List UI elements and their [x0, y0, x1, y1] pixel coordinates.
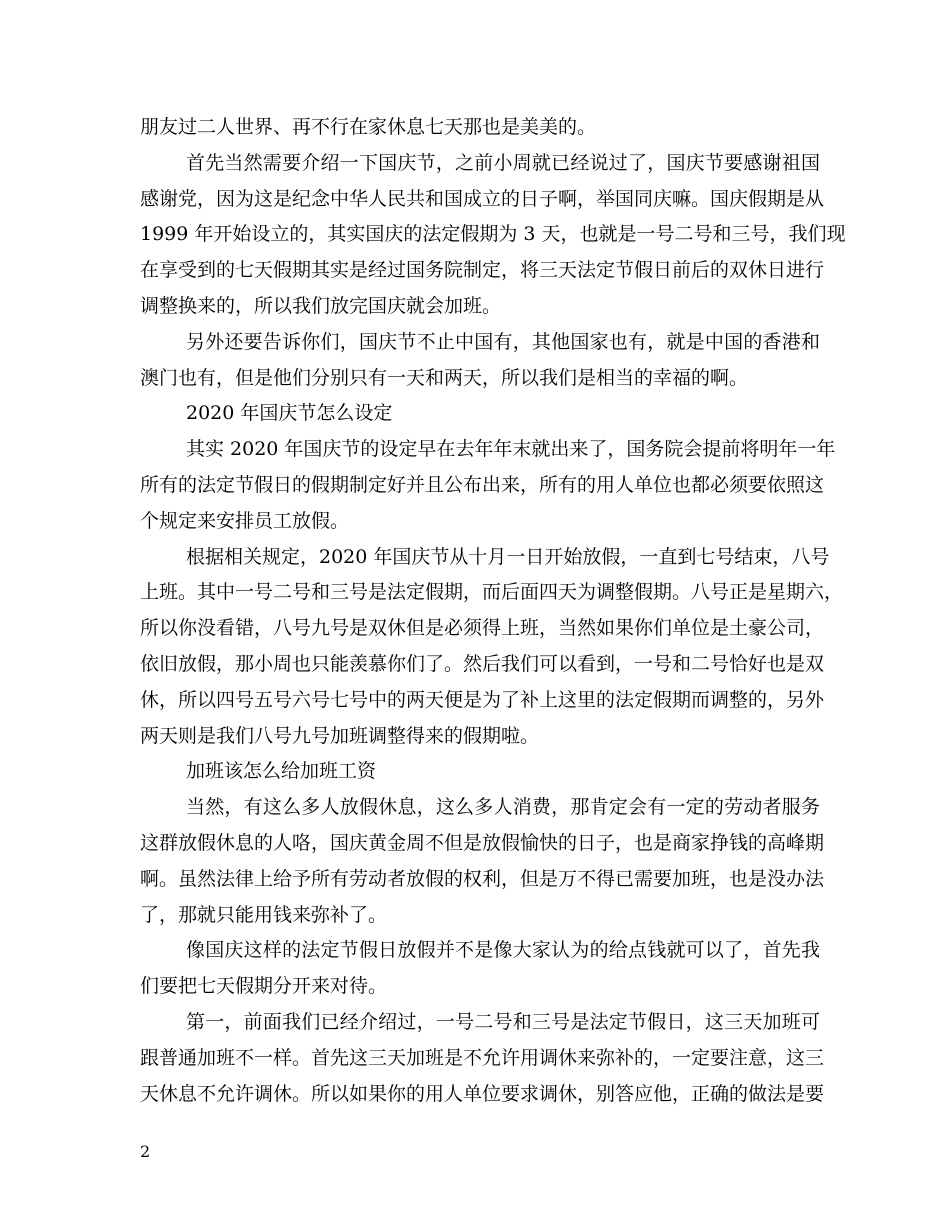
text-line: 们要把七天假期分开来对待。 — [140, 975, 388, 998]
text-line: 第一，前面我们已经介绍过，一号二号和三号是法定节假日，这三天加班可 — [186, 1010, 820, 1033]
text-line: 所以你没看错，八号九号是双休但是必须得上班，当然如果你们单位是土豪公司， — [140, 617, 825, 640]
text-line: 朋友过二人世界、再不行在家休息七天那也是美美的。 — [140, 116, 597, 138]
text-line: 根据相关规定，2020 年国庆节从十月一日开始放假，一直到七号结束，八号 — [186, 545, 830, 568]
text-line: 休，所以四号五号六号七号中的两天便是为了补上这里的法定假期而调整的，另外 — [140, 688, 825, 711]
text-line: 两天则是我们八号九号加班调整得来的假期啦。 — [140, 724, 540, 747]
text-line: 调整换来的，所以我们放完国庆就会加班。 — [140, 294, 502, 317]
text-line: 澳门也有，但是他们分别只有一天和两天，所以我们是相当的幸福的啊。 — [140, 366, 749, 389]
text-line: 天休息不允许调休。所以如果你的用人单位要求调休，别答应他，正确的做法是要 — [140, 1082, 825, 1105]
text-line: 2020 年国庆节怎么设定 — [186, 402, 393, 425]
text-line: 感谢党，因为这是纪念中华人民共和国成立的日子啊，举国同庆嘛。国庆假期是从 — [140, 187, 825, 210]
text-line: 所有的法定节假日的假期制定好并且公布出来，所有的用人单位也都必须要依照这 — [140, 473, 825, 496]
text-line: 了，那就只能用钱来弥补了。 — [140, 903, 388, 926]
text-line: 当然，有这么多人放假休息，这么多人消费，那肯定会有一定的劳动者服务 — [186, 796, 820, 819]
text-line: 依旧放假，那小周也只能羡慕你们了。然后我们可以看到，一号和二号恰好也是双 — [140, 652, 825, 675]
text-line: 1999 年开始设立的，其实国庆的法定假期为 3 天，也就是一号二号和三号，我们现 — [140, 223, 846, 246]
text-line: 这群放假休息的人咯，国庆黄金周不但是放假愉快的日子，也是商家挣钱的高峰期 — [140, 831, 825, 854]
text-line: 啊。虽然法律上给予所有劳动者放假的权利，但是万不得已需要加班，也是没办法 — [140, 867, 825, 890]
page-number: 2 — [140, 1142, 151, 1161]
body-text — [140, 110, 846, 1112]
text-line: 像国庆这样的法定节假日放假并不是像大家认为的给点钱就可以了，首先我 — [186, 939, 820, 962]
text-line: 在享受到的七天假期其实是经过国务院制定，将三天法定节假日前后的双休日进行 — [140, 259, 825, 282]
text-line: 另外还要告诉你们，国庆节不止中国有，其他国家也有，就是中国的香港和 — [186, 330, 820, 353]
text-line: 跟普通加班不一样。首先这三天加班是不允许用调休来弥补的，一定要注意，这三 — [140, 1046, 825, 1069]
text-line: 上班。其中一号二号和三号是法定假期，而后面四天为调整假期。八号正是星期六， — [140, 581, 844, 604]
text-line: 加班该怎么给加班工资 — [186, 760, 377, 783]
text-line: 其实 2020 年国庆节的设定早在去年年末就出来了，国务院会提前将明年一年 — [186, 438, 836, 461]
text-line: 个规定来安排员工放假。 — [140, 509, 350, 532]
text-line: 首先当然需要介绍一下国庆节，之前小周就已经说过了，国庆节要感谢祖国 — [186, 151, 820, 174]
